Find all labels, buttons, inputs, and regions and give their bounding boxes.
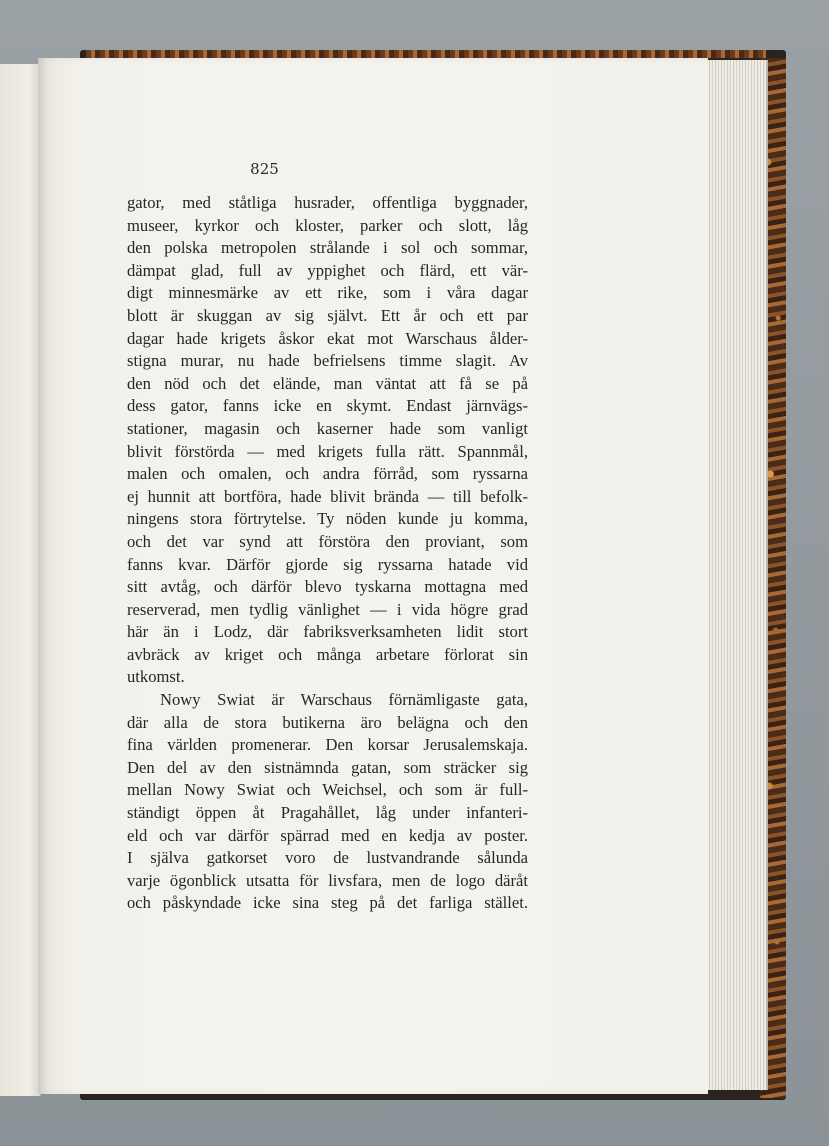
- page-number: 825: [250, 160, 279, 178]
- text-line: utkomst.: [127, 667, 185, 687]
- text-line: stationer, magasin och kaserner hade som vanligt: [127, 418, 528, 438]
- text-line: avbräck av kriget och många arbetare förlorat sin: [127, 644, 528, 664]
- text-line: Den del av den sistnämnda gatan, som sträcker sig: [127, 757, 528, 777]
- text-line: dämpat glad, full av yppighet och flärd, ett vär-: [127, 260, 528, 280]
- body-text: [127, 192, 528, 915]
- text-line: gator, med ståtliga husrader, offentliga byggnader,: [127, 193, 528, 212]
- text-line: I själva gatkorset voro de lustvandrande sålunda: [127, 848, 528, 868]
- text-line: malen och omalen, och andra förråd, som ryssarna: [127, 464, 528, 484]
- text-line: den polska metropolen strålande i sol och sommar,: [127, 238, 528, 258]
- text-line: blivit förstörda — med krigets fulla rätt. Spannmål,: [127, 441, 528, 461]
- marbled-top-edge: [86, 50, 766, 58]
- text-line: här än i Lodz, där fabriksverksamheten lidit stort: [127, 622, 528, 642]
- text-line: ständigt öppen åt Pragahållet, låg under infanteri-: [127, 803, 528, 823]
- left-page: [0, 64, 41, 1096]
- text-line: där alla de stora butikerna äro belägna och den: [127, 712, 528, 732]
- text-line: museer, kyrkor och kloster, parker och slott, låg: [127, 215, 528, 235]
- text-line: varje ögonblick utsatta för livsfara, men de logo däråt: [127, 870, 528, 890]
- text-line: ej hunnit att bortföra, hade blivit brända — till befolk-: [127, 486, 528, 506]
- text-line: digt minnesmärke av ett rike, som i våra dagar: [127, 283, 528, 303]
- text-line: dagar hade krigets åskor ekat mot Warschaus ålder-: [127, 328, 528, 348]
- text-line: blott är skuggan av sig självt. Ett år och ett par: [127, 305, 528, 325]
- text-line: och påskyndade icke sina steg på det farliga stället.: [127, 893, 528, 913]
- text-line: och det var synd att förstöra den proviant, som: [127, 531, 528, 551]
- page-block-edges: [704, 60, 768, 1090]
- text-line: fina världen promenerar. Den korsar Jerusalemskaja.: [127, 735, 528, 755]
- text-line: reserverad, men tydlig vänlighet — i vida högre grad: [127, 599, 528, 619]
- text-line: den nöd och det elände, man väntat att få se på: [127, 373, 528, 393]
- text-line: dess gator, fanns icke en skymt. Endast järnvägs-: [127, 396, 528, 416]
- text-line: Nowy Swiat är Warschaus förnämligaste gata,: [160, 690, 528, 710]
- text-line: eld och var därför spärrad med en kedja av poster.: [127, 825, 528, 845]
- text-line: ningens stora förtrytelse. Ty nöden kunde ju komma,: [127, 509, 528, 529]
- text-line: stigna murar, nu hade befrielsens timme slagit. Av: [127, 351, 528, 371]
- text-line: mellan Nowy Swiat och Weichsel, och som är full-: [127, 780, 528, 800]
- text-line: fanns kvar. Därför gjorde sig ryssarna hatade vid: [127, 554, 528, 574]
- text-line: sitt avtåg, och därför blevo tyskarna mottagna med: [127, 577, 528, 597]
